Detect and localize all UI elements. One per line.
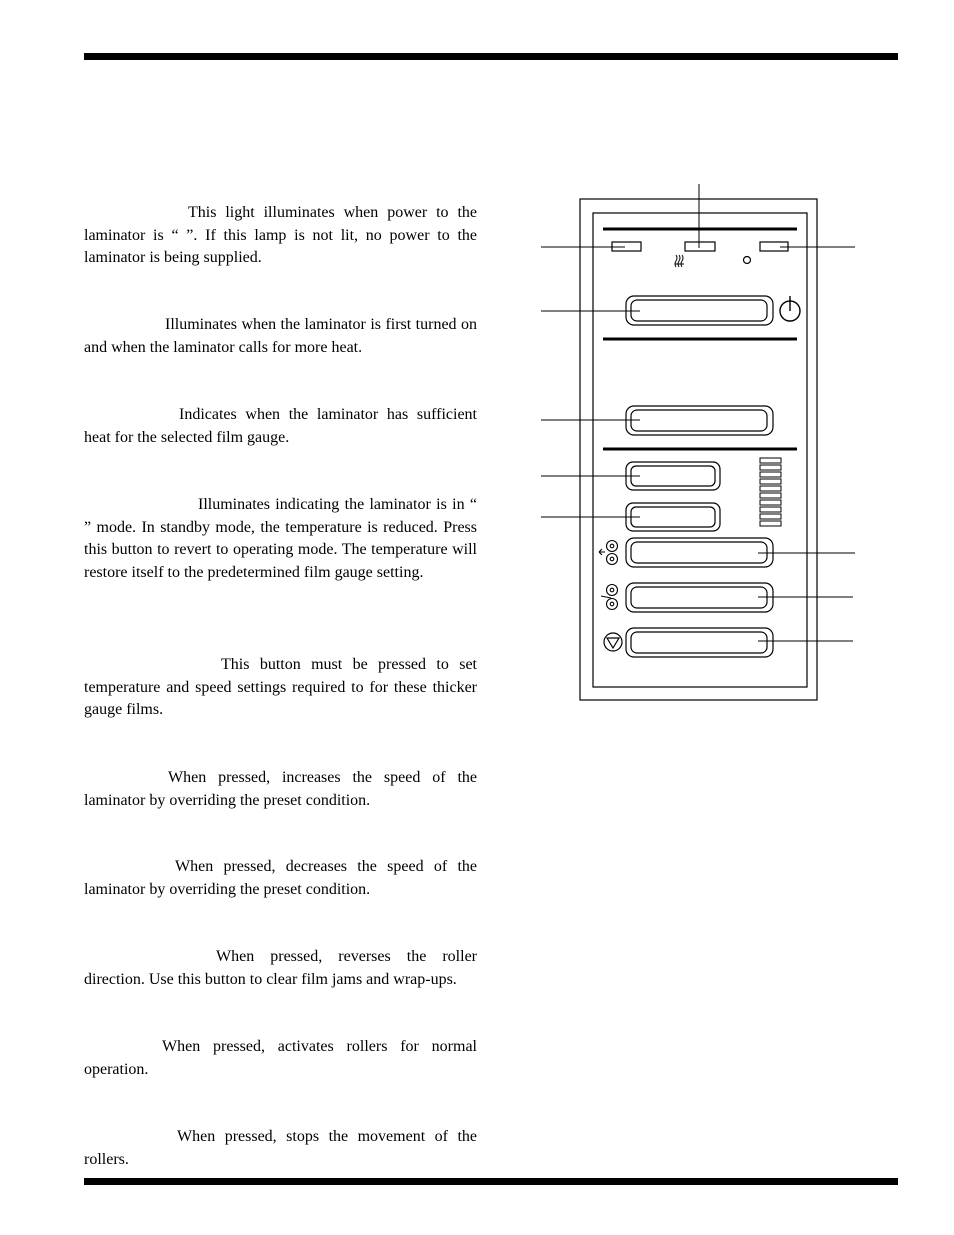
slower-button-description: When pressed, decreases the speed of the laminator by overriding the preset condition.	[84, 858, 477, 898]
faster-button[interactable]	[626, 462, 720, 490]
stop-button-description: When pressed, stops the movement of the rollers.	[84, 1128, 477, 1168]
ready-icon	[744, 257, 751, 264]
forward-icon	[601, 585, 618, 610]
forward-button[interactable]	[626, 583, 773, 612]
reverse-button[interactable]	[626, 538, 773, 567]
reverse-button-description: When pressed, reverses the roller direction. Use this button to clear film jams and wrap-ups.	[84, 948, 477, 988]
stop-icon	[604, 633, 622, 651]
heat-light-description: Illuminates when the laminator is first turned on and when the laminator calls for more heat.	[84, 316, 477, 356]
power-button[interactable]	[626, 296, 773, 325]
power-light-description: This light illuminates when power to the laminator is “ ”. If this lamp is not lit, no power to the laminator is being supplied.	[84, 204, 477, 266]
ready-light-description: Indicates when the laminator has sufficient heat for the selected film gauge.	[84, 406, 477, 446]
standby-button-description: Illuminates indicating the laminator is in “ ” mode. In standby mode, the temperature is reduced. Press this button to revert to operating mode. The temperature will restore itself to the predetermined film gauge setting.	[84, 496, 477, 581]
faster-button-description: When pressed, increases the speed of the laminator by overriding the preset condition.	[84, 769, 477, 809]
power-icon	[780, 296, 800, 321]
speed-indicator	[760, 458, 781, 526]
thick-film-button-description: This button must be pressed to set temperature and speed settings required to for these thicker gauge films.	[84, 656, 477, 718]
reverse-icon	[599, 541, 618, 565]
forward-button-description: When pressed, activates rollers for normal operation.	[84, 1038, 477, 1078]
heat-lamp	[685, 242, 715, 251]
slower-button[interactable]	[626, 503, 720, 531]
stop-button[interactable]	[626, 628, 773, 657]
heat-icon	[675, 255, 684, 267]
standby-button[interactable]	[626, 406, 773, 435]
callout-lines	[541, 184, 855, 641]
